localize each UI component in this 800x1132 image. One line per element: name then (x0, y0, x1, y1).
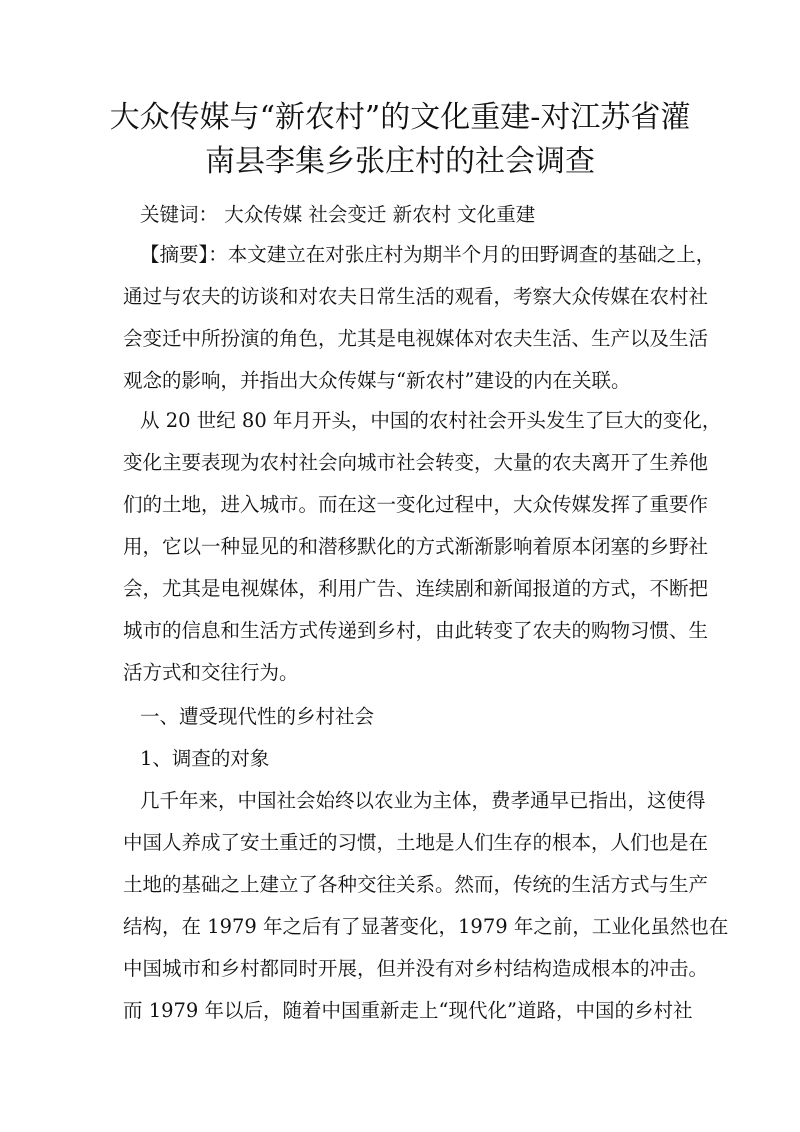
abstract-line-4: 观念的影响，并指出大众传媒与“新农村”建设的内在关联。 (123, 369, 631, 392)
abstract-line-1: 【摘要】：本文建立在对张庄村为期半个月的田野调查的基础之上， (140, 243, 716, 266)
intro-line-6: 城市的信息和生活方式传递到乡村，由此转变了农夫的购物习惯、生 (123, 619, 709, 642)
intro-line-2: 变化主要表现为农村社会向城市社会转变，大量的农夫离开了生养他 (123, 451, 709, 474)
body-line-1: 几千年来，中国社会始终以农业为主体，费孝通早已指出，这使得 (140, 789, 706, 812)
document-title-line-2: 南县李集乡张庄村的社会调查 (205, 144, 595, 179)
body-line-5: 中国城市和乡村都同时开展，但并没有对乡村结构造成根本的冲击。 (123, 957, 709, 980)
body-line-2: 中国人养成了安土重迁的习惯，土地是人们生存的根本，人们也是在 (123, 831, 709, 854)
body-line-3: 土地的基础之上建立了各种交往关系。然而，传统的生活方式与生产 (123, 873, 709, 896)
intro-line-1: 从 20 世纪 80 年月开头，中国的农村社会开头发生了巨大的变化， (140, 409, 722, 432)
intro-line-5: 会，尤其是电视媒体，利用广告、连续剧和新闻报道的方式，不断把 (123, 577, 709, 600)
intro-line-3: 们的土地，进入城市。而在这一变化过程中，大众传媒发挥了重要作 (123, 493, 709, 516)
document-title-line-1: 大众传媒与“新农村”的文化重建-对江苏省灌 (109, 100, 691, 135)
intro-line-7: 活方式和交往行为。 (123, 661, 299, 684)
abstract-line-3: 会变迁中所扮演的角色，尤其是电视媒体对农夫生活、生产以及生活 (123, 327, 709, 350)
keywords-line: 关键词： 大众传媒 社会变迁 新农村 文化重建 (140, 203, 536, 226)
intro-line-4: 用，它以一种显见的和潜移默化的方式渐渐影响着原本闭塞的乡野社 (123, 535, 709, 558)
body-line-4: 结构，在 1979 年之后有了显著变化，1979 年之前，工业化虽然也在 (123, 915, 729, 938)
body-line-6: 而 1979 年以后，随着中国重新走上“现代化”道路，中国的乡村社 (123, 999, 693, 1022)
section-heading: 一、遭受现代性的乡村社会 (140, 705, 375, 728)
abstract-line-2: 通过与农夫的访谈和对农夫日常生活的观看，考察大众传媒在农村社 (123, 285, 709, 308)
subsection-heading: 1、调查的对象 (140, 747, 270, 770)
